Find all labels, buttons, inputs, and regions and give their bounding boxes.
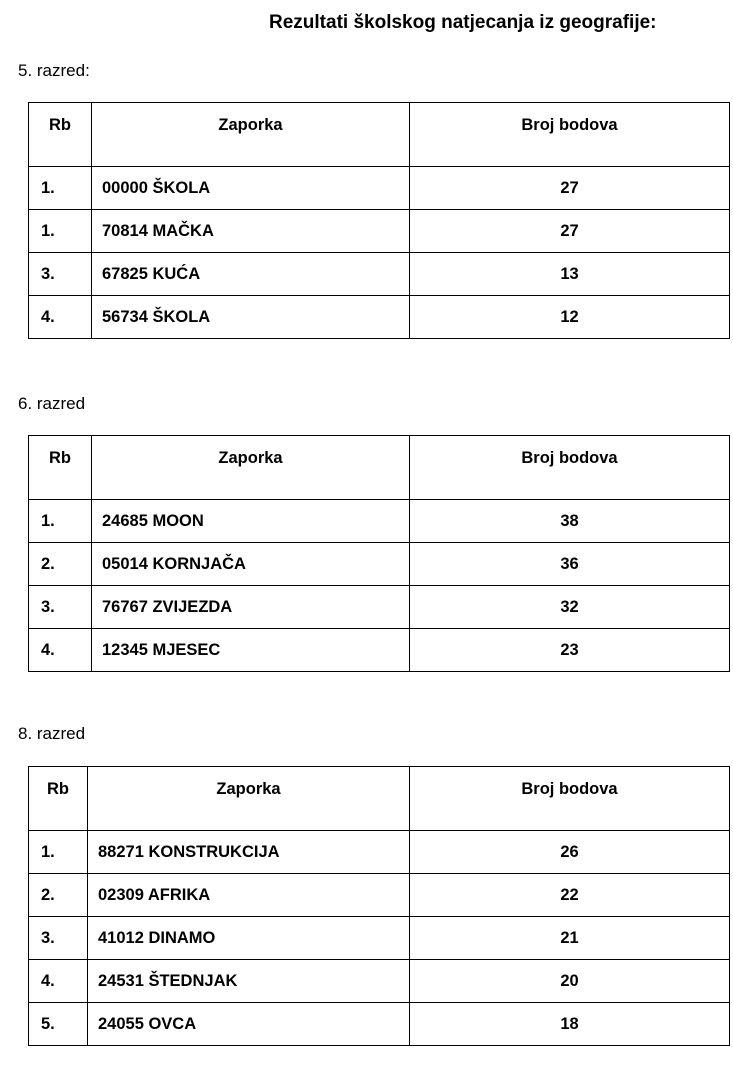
cell-broj-bodova: 23 [410,629,730,672]
cell-rb: 2. [29,874,88,917]
cell-rb: 1. [29,167,92,210]
cell-zaporka: 88271 KONSTRUKCIJA [88,831,410,874]
section-label-6-razred: 6. razred [18,394,86,413]
table-header-row [29,103,730,167]
header-rb: Rb [29,767,88,831]
cell-broj-bodova: 22 [410,874,730,917]
table-row [29,500,730,543]
cell-broj-bodova: 18 [410,1003,730,1046]
header-zaporka: Zaporka [92,103,410,167]
header-rb: Rb [29,436,92,500]
section-label-8-razred: 8. razred [18,724,86,743]
table-row [29,586,730,629]
cell-zaporka: 41012 DINAMO [88,917,410,960]
cell-rb: 1. [29,500,92,543]
cell-rb: 2. [29,543,92,586]
cell-rb: 3. [29,917,88,960]
cell-zaporka: 12345 MJESEC [92,629,410,672]
cell-rb: 1. [29,210,92,253]
cell-broj-bodova: 13 [410,253,730,296]
table-row [29,167,730,210]
cell-broj-bodova: 26 [410,831,730,874]
table-row [29,1003,730,1046]
cell-zaporka: 24531 ŠTEDNJAK [88,960,410,1003]
cell-rb: 4. [29,629,92,672]
table-row [29,960,730,1003]
cell-broj-bodova: 38 [410,500,730,543]
cell-rb: 3. [29,586,92,629]
cell-zaporka: 76767 ZVIJEZDA [92,586,410,629]
header-broj-bodova: Broj bodova [410,767,730,831]
results-table-8-razred [28,766,730,1046]
cell-broj-bodova: 27 [410,210,730,253]
cell-zaporka: 02309 AFRIKA [88,874,410,917]
table-row [29,831,730,874]
table-header-row [29,436,730,500]
header-zaporka: Zaporka [88,767,410,831]
table-row [29,917,730,960]
header-broj-bodova: Broj bodova [410,103,730,167]
cell-rb: 4. [29,296,92,339]
cell-rb: 1. [29,831,88,874]
header-rb: Rb [29,103,92,167]
cell-zaporka: 70814 MAČKA [92,210,410,253]
cell-broj-bodova: 32 [410,586,730,629]
header-zaporka: Zaporka [92,436,410,500]
page-title: Rezultati školskog natjecanja iz geografije: [269,12,657,33]
cell-zaporka: 24055 OVCA [88,1003,410,1046]
cell-broj-bodova: 27 [410,167,730,210]
cell-zaporka: 24685 MOON [92,500,410,543]
table-row [29,543,730,586]
cell-zaporka: 56734 ŠKOLA [92,296,410,339]
cell-broj-bodova: 36 [410,543,730,586]
cell-zaporka: 05014 KORNJAČA [92,543,410,586]
section-label-5-razred: 5. razred: [18,61,90,80]
table-row [29,629,730,672]
table-header-row [29,767,730,831]
cell-zaporka: 00000 ŠKOLA [92,167,410,210]
cell-broj-bodova: 20 [410,960,730,1003]
cell-rb: 3. [29,253,92,296]
results-table-5-razred [28,102,730,339]
cell-rb: 5. [29,1003,88,1046]
header-broj-bodova: Broj bodova [410,436,730,500]
table-row [29,874,730,917]
cell-broj-bodova: 21 [410,917,730,960]
cell-broj-bodova: 12 [410,296,730,339]
table-row [29,296,730,339]
table-row [29,210,730,253]
cell-rb: 4. [29,960,88,1003]
table-row [29,253,730,296]
results-table-6-razred [28,435,730,672]
cell-zaporka: 67825 KUĆA [92,253,410,296]
